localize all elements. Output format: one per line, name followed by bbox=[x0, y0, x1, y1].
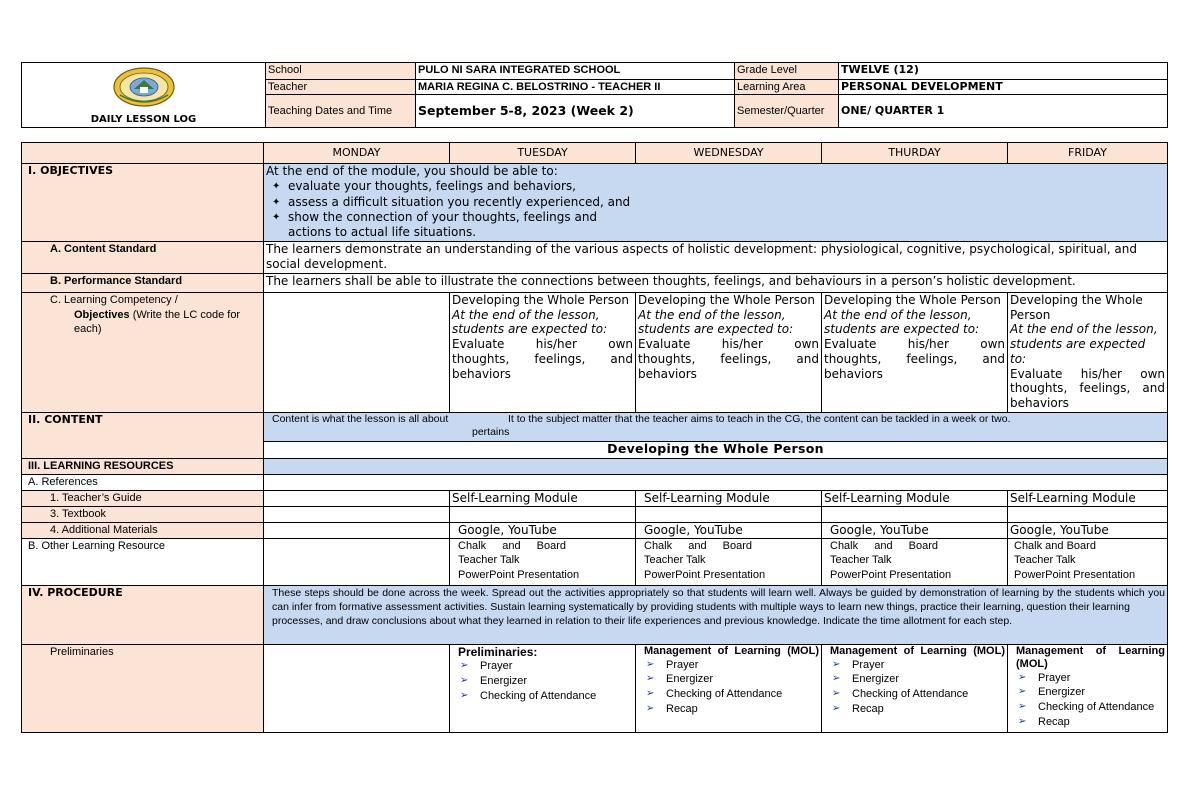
dates-value: September 5-8, 2023 (Week 2) bbox=[416, 95, 735, 128]
day-header-row bbox=[22, 143, 1168, 164]
module-wednesday: Self-Learning Module bbox=[636, 490, 822, 506]
teacher-label: Teacher bbox=[266, 79, 416, 95]
prelim-item: ➢ Checking of Attendance bbox=[480, 689, 633, 704]
performance-standard-label: B. Performance Standard bbox=[22, 274, 264, 293]
procedure-text-2: processes, and draw conclusions about what they learned in relation to their life experiences and previous knowledge. Indicate the time allotment for each step. bbox=[272, 615, 1013, 628]
additional-tuesday: Google, YouTube bbox=[450, 522, 636, 538]
competency-tuesday bbox=[450, 293, 636, 413]
additional-materials-row bbox=[22, 522, 1168, 538]
competency-title: Developing the Whole Person bbox=[452, 293, 629, 307]
prelim-tuesday bbox=[450, 644, 636, 732]
content-note-a: Content is what the lesson is all about bbox=[272, 413, 449, 425]
competency-italic: At the end of the lesson, students are expected to: bbox=[824, 307, 980, 337]
content-row bbox=[22, 413, 1168, 442]
prelim-title: Preliminaries: bbox=[458, 644, 538, 659]
area-value: PERSONAL DEVELOPMENT bbox=[839, 79, 1168, 95]
objective-item: ✦ assess a difficult situation you recently experienced, and bbox=[288, 195, 1165, 210]
teachers-guide-label: 1. Teacher’s Guide bbox=[22, 490, 264, 506]
content-note-cell bbox=[264, 413, 1168, 442]
procedure-label: IV. PROCEDURE bbox=[22, 585, 264, 644]
preliminaries-label: Preliminaries bbox=[22, 644, 264, 732]
mol-wednesday bbox=[636, 644, 822, 732]
mol-title: Management of Learning (MOL) bbox=[830, 644, 1005, 657]
area-label: Learning Area bbox=[735, 79, 839, 95]
prelim-list bbox=[458, 659, 633, 703]
school-value: PULO NI SARA INTEGRATED SCHOOL bbox=[416, 63, 735, 80]
content-note-c: It to the subject matter that the teacher aims to teach in the CG, the content can be tackled in a week or two. bbox=[508, 413, 1011, 425]
semester-value: ONE/ QUARTER 1 bbox=[839, 95, 1168, 128]
corner-cell bbox=[22, 143, 264, 164]
references-row bbox=[22, 474, 1168, 490]
competency-italic: At the end of the lesson, students are expected to: bbox=[638, 307, 794, 337]
procedure-cell bbox=[264, 585, 1168, 644]
competency-label-2: Objectives bbox=[74, 308, 130, 321]
competency-title: Developing the Whole Person bbox=[1010, 293, 1143, 322]
competency-label-3: (Write the LC code for each) bbox=[74, 308, 241, 336]
objectives-intro: At the end of the module, you should be able to: bbox=[266, 164, 558, 178]
day-tuesday: TUESDAY bbox=[450, 143, 636, 164]
mol-list: ➢ Prayer ➢ Energizer ➢ Checking of Attendance ➢ Recap bbox=[644, 658, 819, 717]
competency-body: Evaluate his/her own thoughts, feelings, and behaviors bbox=[824, 337, 1005, 381]
references-label: A. References bbox=[22, 474, 264, 490]
other-resource-row bbox=[22, 538, 1168, 585]
dates-label: Teaching Dates and Time bbox=[266, 95, 416, 128]
preliminaries-row bbox=[22, 644, 1168, 732]
content-note-b: pertains bbox=[472, 426, 510, 438]
textbook-row bbox=[22, 506, 1168, 522]
references-blank bbox=[264, 474, 1168, 490]
additional-friday: Google, YouTube bbox=[1008, 522, 1168, 538]
content-standard-label: A. Content Standard bbox=[22, 242, 264, 274]
performance-standard-row bbox=[22, 274, 1168, 293]
objective-item: ✦ show the connection of your thoughts, feelings and bbox=[288, 210, 1165, 225]
objectives-label: I. OBJECTIVES bbox=[22, 164, 264, 242]
day-monday: MONDAY bbox=[264, 143, 450, 164]
module-thursday: Self-Learning Module bbox=[822, 490, 1008, 506]
other-friday: Chalk and Board Teacher Talk PowerPoint Presentation bbox=[1008, 538, 1168, 585]
mol-title: Management of Learning (MOL) bbox=[1016, 644, 1165, 670]
header-table bbox=[21, 62, 1168, 128]
resources-label: III. LEARNING RESOURCES bbox=[22, 459, 264, 475]
objectives-tail: actions to actual life situations. bbox=[288, 225, 477, 240]
objectives-list bbox=[266, 179, 1165, 225]
mol-thursday bbox=[822, 644, 1008, 732]
competency-row bbox=[22, 293, 1168, 413]
objectives-cell bbox=[264, 164, 1168, 242]
resources-row bbox=[22, 459, 1168, 475]
competency-body: Evaluate his/her own thoughts, feelings, and behaviors bbox=[638, 337, 819, 381]
mol-friday bbox=[1008, 644, 1168, 732]
procedure-text-1: These steps should be done across the week. Spread out the activities appropriately so that students will learn well. Always be guided by demonstration of learning by the students which you can infer from formative assessment activities. Sustain learning systematically by providing students with multiple ways to learn new things, practice their learning, question their learning bbox=[272, 586, 1165, 613]
content-label: II. CONTENT bbox=[22, 413, 264, 459]
other-wednesday: Chalk and Board Teacher Talk PowerPoint Presentation bbox=[636, 538, 822, 585]
day-thursday: THURDAY bbox=[822, 143, 1008, 164]
mol-title: Management of Learning (MOL) bbox=[644, 644, 819, 657]
grade-value: TWELVE (12) bbox=[839, 63, 1168, 80]
other-thursday: Chalk and Board Teacher Talk PowerPoint Presentation bbox=[822, 538, 1008, 585]
prelim-item: ➢ Prayer bbox=[480, 659, 633, 674]
procedure-row bbox=[22, 585, 1168, 644]
grade-label: Grade Level bbox=[735, 63, 839, 80]
other-resource-label: B. Other Learning Resource bbox=[22, 538, 264, 585]
competency-label-1: C. Learning Competency / bbox=[50, 294, 178, 306]
lesson-table bbox=[21, 142, 1168, 733]
competency-body: Evaluate his/her own thoughts, feelings, and behaviors bbox=[452, 337, 633, 381]
competency-label-cell bbox=[22, 293, 264, 413]
teachers-guide-row bbox=[22, 490, 1168, 506]
school-seal-icon bbox=[112, 67, 176, 107]
competency-monday bbox=[264, 293, 450, 413]
resources-blank bbox=[264, 459, 1168, 475]
competency-friday bbox=[1008, 293, 1168, 413]
mol-list: ➢ Prayer ➢ Energizer ➢ Checking of Attendance ➢ Recap bbox=[1016, 671, 1165, 730]
additional-thursday: Google, YouTube bbox=[822, 522, 1008, 538]
competency-wednesday bbox=[636, 293, 822, 413]
competency-title: Developing the Whole Person bbox=[638, 293, 815, 307]
day-friday: FRIDAY bbox=[1008, 143, 1168, 164]
competency-italic: At the end of the lesson, students are expected to: bbox=[1010, 322, 1158, 366]
module-friday: Self-Learning Module bbox=[1008, 490, 1168, 506]
content-topic: Developing the Whole Person bbox=[264, 442, 1168, 459]
teacher-value: MARIA REGINA C. BELOSTRINO - TEACHER II bbox=[416, 79, 735, 95]
log-title: DAILY LESSON LOG bbox=[90, 114, 197, 125]
textbook-label: 3. Textbook bbox=[22, 506, 264, 522]
logo-cell bbox=[22, 63, 266, 128]
school-label: School bbox=[266, 63, 416, 80]
content-standard-text: The learners demonstrate an understanding of the various aspects of holistic development: physiological, cognitive, psychological, spiritual, and social development. bbox=[264, 242, 1168, 274]
mol-list: ➢ Prayer ➢ Energizer ➢ Checking of Attendance ➢ Recap bbox=[830, 658, 1005, 717]
competency-thursday bbox=[822, 293, 1008, 413]
semester-label: Semester/Quarter bbox=[735, 95, 839, 128]
performance-standard-text: The learners shall be able to illustrate the connections between thoughts, feelings, and behaviours in a person’s holistic development. bbox=[264, 274, 1168, 293]
content-standard-row bbox=[22, 242, 1168, 274]
competency-body: Evaluate his/her own thoughts, feelings, and behaviors bbox=[1010, 366, 1165, 410]
objective-item: ✦ evaluate your thoughts, feelings and behaviors, bbox=[288, 179, 1165, 194]
objectives-row bbox=[22, 164, 1168, 242]
additional-wednesday: Google, YouTube bbox=[636, 522, 822, 538]
other-tuesday: Chalk and Board Teacher Talk PowerPoint Presentation bbox=[450, 538, 636, 585]
module-tuesday: Self-Learning Module bbox=[450, 490, 636, 506]
day-wednesday: WEDNESDAY bbox=[636, 143, 822, 164]
competency-title: Developing the Whole Person bbox=[824, 293, 1001, 307]
competency-italic: At the end of the lesson, students are expected to: bbox=[452, 307, 608, 337]
additional-materials-label: 4. Additional Materials bbox=[22, 522, 264, 538]
prelim-item: ➢ Energizer bbox=[480, 674, 633, 689]
